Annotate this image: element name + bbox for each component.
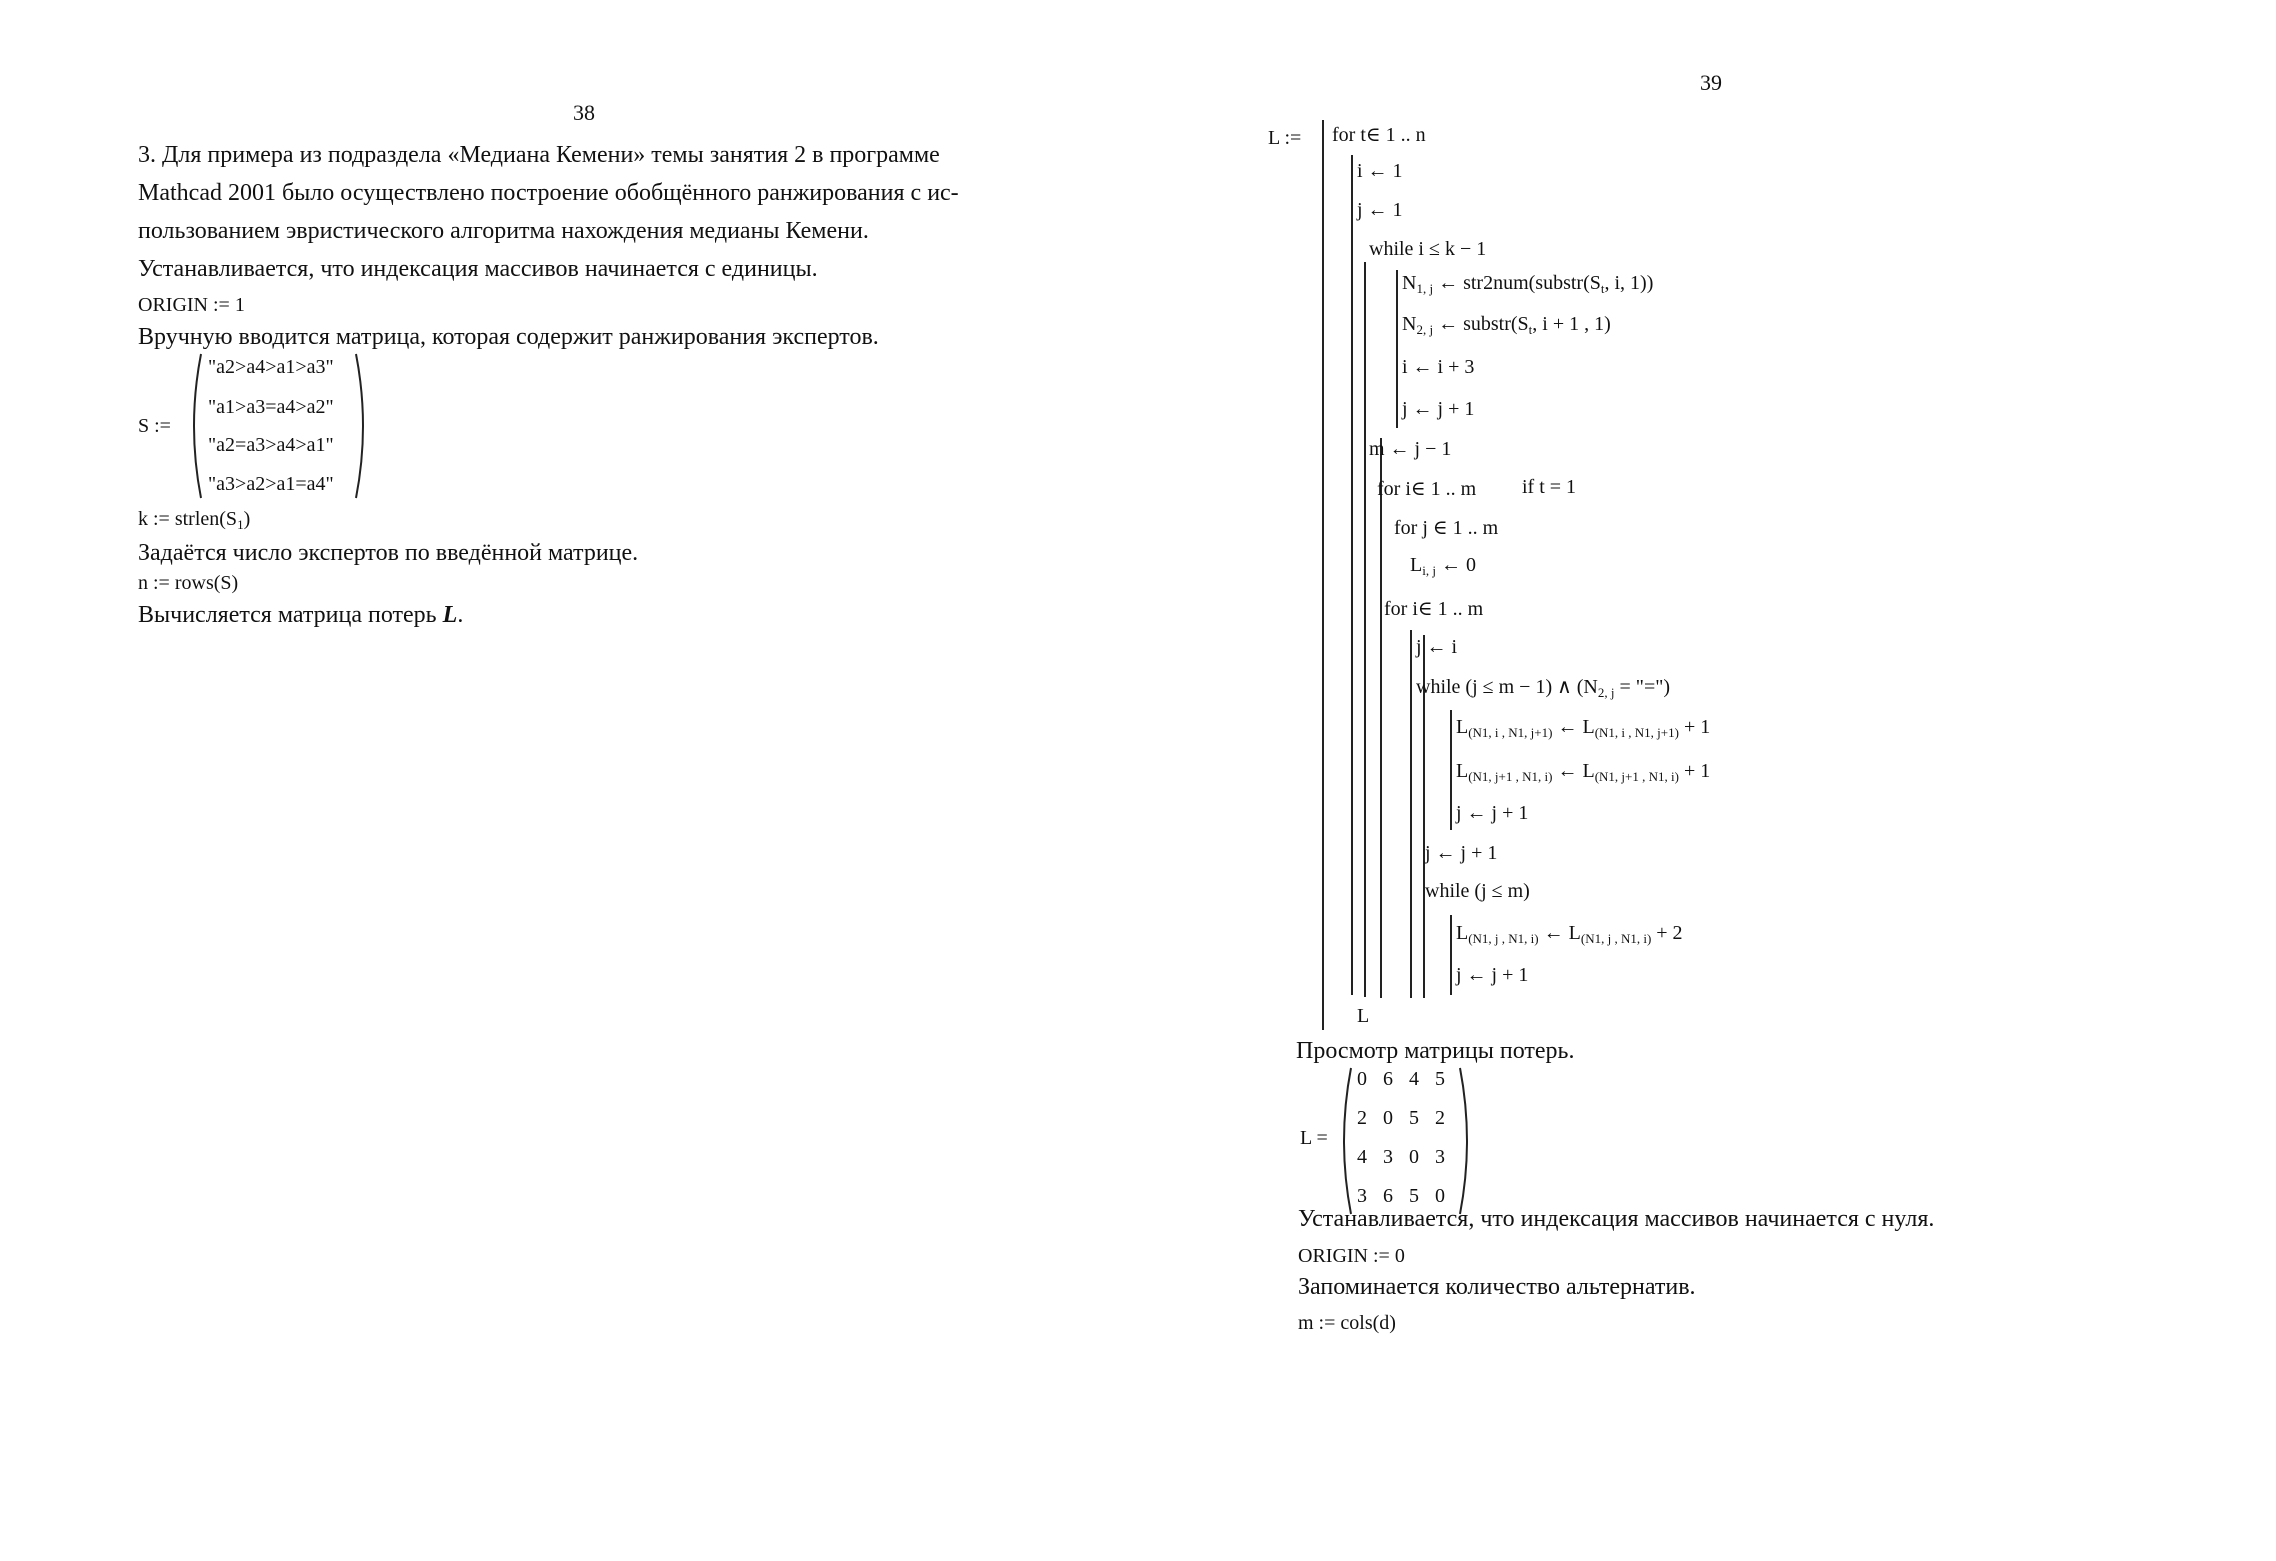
s-matrix-row: "a1>a3=a4>a2" [208, 396, 334, 418]
code-line: for i∈ 1 .. m [1384, 598, 1484, 620]
code-line: j ← 1 [1357, 199, 1403, 221]
code-line: j ← j + 1 [1402, 398, 1475, 420]
s-matrix-left-paren [183, 352, 205, 500]
program-bar [1351, 155, 1353, 995]
origin-definition: ORIGIN := 1 [138, 294, 245, 316]
l-matrix-cell: 6 [1383, 1068, 1393, 1090]
s-matrix-row: "a2=a3>a4>a1" [208, 434, 334, 456]
l-matrix-right-paren [1456, 1066, 1478, 1216]
code-line: m ← j − 1 [1369, 438, 1452, 460]
code-line-condition: if t = 1 [1522, 476, 1577, 498]
code-line: $N_{1, j}$ ← $str2num(substr(S_t$, i, 1)) [1402, 272, 1654, 296]
l-matrix-cell: 5 [1435, 1068, 1445, 1090]
l-equals-label: L = [1300, 1127, 1328, 1149]
origin-zero-text: Устанавливается, что индексация массивов начинается с нуля. [1298, 1206, 1935, 1232]
program-bar [1322, 120, 1324, 1030]
paragraph-line: пользованием эвристического алгоритма нахождения медианы Кемени. [138, 218, 869, 244]
paragraph-line: Устанавливается, что индексация массивов начинается с единицы. [138, 256, 818, 282]
l-matrix-cell: 3 [1383, 1146, 1393, 1168]
loss-text-var: L [442, 602, 458, 628]
l-matrix-left-paren [1333, 1066, 1355, 1216]
matrix-intro-text: Вручную вводится матрица, которая содержит ранжирования экспертов. [138, 324, 879, 350]
l-matrix-cell: 0 [1409, 1146, 1419, 1168]
code-line: while i ≤ k − 1 [1369, 238, 1487, 260]
l-matrix-cell: 5 [1409, 1107, 1419, 1129]
code-line: i ← 1 [1357, 160, 1403, 182]
l-matrix-cell: 5 [1409, 1185, 1419, 1207]
l-matrix-cell: 3 [1357, 1185, 1367, 1207]
code-line: j ← j + 1 [1456, 964, 1529, 986]
page-number-left: 38 [573, 100, 595, 125]
origin-zero-definition: ORIGIN := 0 [1298, 1245, 1405, 1267]
s-matrix-right-paren [352, 352, 374, 500]
code-line: $L_{(N1, j , N1, i)}$ ← $L_{(N1, j , N1, i)} + 2$ [1456, 922, 1683, 946]
k-def-subscript: 1 [237, 517, 244, 532]
m-definition: m := cols(d) [1298, 1312, 1396, 1334]
l-matrix-cell: 3 [1435, 1146, 1445, 1168]
loss-matrix-text [138, 596, 463, 634]
code-line: while (j ≤ m) [1425, 880, 1530, 902]
code-line-return: L [1357, 1005, 1370, 1027]
l-assign-label: L := [1268, 127, 1302, 149]
k-def-text: k := strlen(S [138, 508, 238, 530]
page-number-right: 39 [1700, 70, 1722, 95]
view-matrix-text: Просмотр матрицы потерь. [1296, 1038, 1575, 1064]
l-matrix-cell: 0 [1435, 1185, 1445, 1207]
l-matrix-cell: 0 [1357, 1068, 1367, 1090]
l-matrix-cell: 4 [1409, 1068, 1419, 1090]
experts-text: Задаётся число экспертов по введённой матрице. [138, 540, 639, 566]
l-matrix-cell: 6 [1383, 1185, 1393, 1207]
code-line: $N_{2, j}$ ← $substr(S_t$, i + 1 , 1) [1402, 313, 1611, 337]
program-bar [1410, 630, 1412, 998]
n-definition: n := rows(S) [138, 572, 239, 594]
paragraph-line: 3. Для примера из подраздела «Медиана Кемени» темы занятия 2 в программе [138, 142, 940, 168]
program-bar [1364, 262, 1366, 997]
k-definition [138, 508, 250, 533]
program-bar [1380, 438, 1382, 998]
s-matrix-row: "a3>a2>a1=a4" [208, 473, 334, 495]
alternatives-text: Запоминается количество альтернатив. [1298, 1274, 1696, 1300]
s-label: S := [138, 415, 171, 437]
loss-text-suffix: . [457, 602, 464, 628]
loss-text-prefix: Вычисляется матрица потерь [138, 602, 443, 628]
code-line: i ← i + 3 [1402, 356, 1475, 378]
l-matrix-cell: 2 [1435, 1107, 1445, 1129]
l-matrix-cell: 0 [1383, 1107, 1393, 1129]
code-line: j ← j + 1 [1425, 842, 1498, 864]
s-matrix-row: "a2>a4>a1>a3" [208, 356, 334, 378]
code-line: $L_{(N1, j+1 , N1, i)}$ ← $L_{(N1, j+1 , N1, i)} + 1$ [1456, 760, 1711, 784]
code-line: j ← i [1416, 636, 1458, 658]
program-bar [1450, 915, 1452, 995]
code-line: for t∈ 1 .. n [1332, 124, 1426, 146]
paragraph-line: Mathcad 2001 было осуществлено построение обобщённого ранжирования с ис- [138, 180, 959, 206]
k-def-close: ) [243, 508, 251, 530]
code-line: $L_{i, j}$ ← 0 [1410, 554, 1476, 578]
program-bar [1396, 270, 1398, 428]
code-line: for i∈ 1 .. m [1377, 478, 1477, 500]
code-line: $L_{(N1, i , N1, j+1)}$ ← $L_{(N1, i , N1, j+1)} + 1$ [1456, 716, 1711, 740]
l-matrix-cell: 2 [1357, 1107, 1367, 1129]
l-matrix-cell: 4 [1357, 1146, 1367, 1168]
program-bar [1450, 710, 1452, 830]
code-line: j ← j + 1 [1456, 802, 1529, 824]
code-line: while (j ≤ m − 1) ∧ ($N_{2, j}$ = "=") [1416, 676, 1671, 700]
code-line: for j ∈ 1 .. m [1394, 517, 1499, 539]
